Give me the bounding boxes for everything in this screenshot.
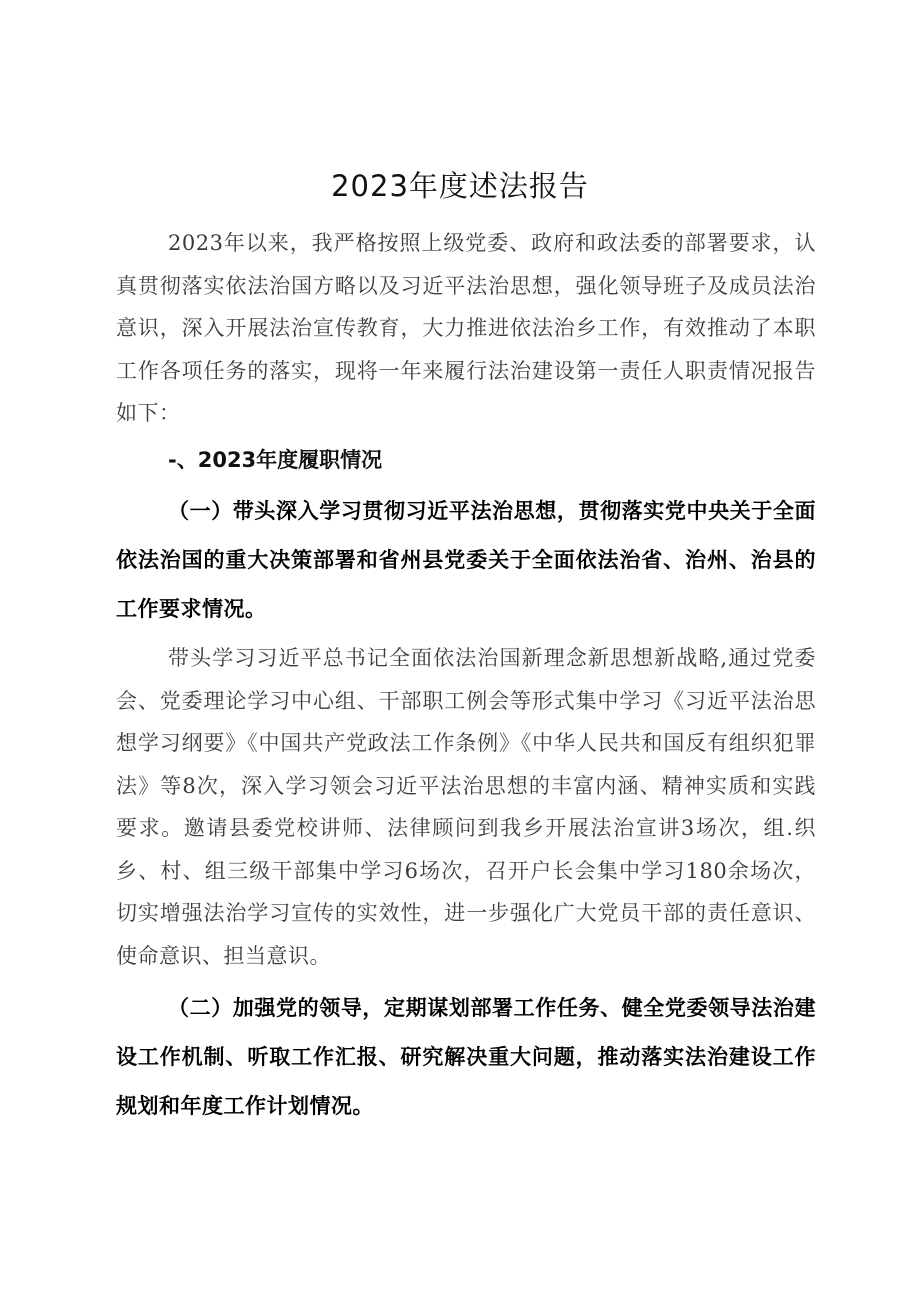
subsection-heading-1: （一）带头深入学习贯彻习近平法治思想，贯彻落实党中央关于全面依法治国的重大决策部署和省州县党委关于全面依法治省、治州、治县的工作要求情况。 bbox=[116, 498, 816, 621]
intro-paragraph: 2023年以来，我严格按照上级党委、政府和政法委的部署要求，认真贯彻落实依法治国方略以及习近平法治思想，强化领导班子及成员法治意识，深入开展法治宣传教育，大力推进依法治乡工作，有效推动了本职工作各项任务的落实，现将一年来履行法治建设第一责任人职责情况报告如下： bbox=[116, 231, 816, 425]
subsection-body-1: 带头学习习近平总书记全面依法治国新理念新思想新战略,通过党委会、党委理论学习中心组、干部职工例会等形式集中学习《习近平法治思想学习纲要》《中国共产党政法工作条例》《中华人民共和国反有组织犯罪法》等8次，深入学习领会习近平法治思想的丰富内涵、精神实质和实践要求。邀请县委党校讲师、法律顾问到我乡开展法治宣讲3场次，组.织乡、村、组三级干部集中学习6场次，召开户长会集中学习180余场次，切实增强法治学习宣传的实效性，进一步强化广大党员干部的责任意识、使命意识、担当意识。 bbox=[116, 646, 816, 968]
subsection-heading-2: （二）加强党的领导，定期谋划部署工作任务、健全党委领导法治建设工作机制、听取工作汇报、研究解决重大问题，推动落实法治建设工作规划和年度工作计划情况。 bbox=[116, 995, 816, 1118]
section-heading: -、2023年度履职情况 bbox=[168, 448, 383, 472]
document-title: 2023年度述法报告 bbox=[331, 169, 589, 203]
